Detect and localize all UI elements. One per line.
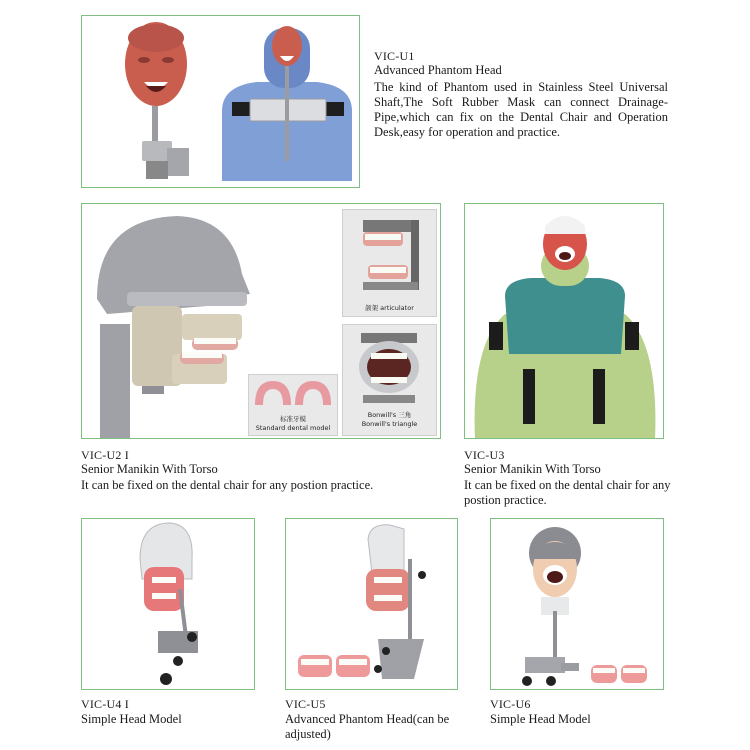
phantom-head-illustration bbox=[125, 22, 189, 179]
adjustable-phantom-illustration bbox=[298, 525, 426, 679]
product-image-vic-u2 bbox=[81, 203, 441, 439]
product-name: Senior Manikin With Torso bbox=[464, 462, 601, 476]
product-description: The kind of Phantom used in Stainless Steel Universal Shaft,The Soft Rubber Mask can connect Drainage-Pipe,which can fix on the Dental Chair and Operation Desk,easy for operation and practice. bbox=[374, 80, 668, 139]
bonwill-triangle-inset bbox=[342, 324, 437, 436]
product-code: VIC-U2 I bbox=[81, 448, 129, 462]
bonwill-caption-2: Bonwill's triangle bbox=[361, 420, 418, 428]
product-description: It can be fixed on the dental chair for any postion practice. bbox=[464, 478, 671, 507]
product-code: VIC-U4 I bbox=[81, 697, 129, 711]
simple-head-illustration bbox=[140, 523, 198, 685]
product-code: VIC-U3 bbox=[464, 448, 505, 462]
product-name: Senior Manikin With Torso bbox=[81, 462, 218, 476]
product-image-vic-u5 bbox=[285, 518, 458, 690]
product-code: VIC-U1 bbox=[374, 49, 415, 63]
standard-model-caption-en: Standard dental model bbox=[255, 424, 331, 432]
product-code: VIC-U6 bbox=[490, 697, 531, 711]
articulator-caption: 颌架 articulator bbox=[365, 304, 414, 312]
product-image-vic-u4 bbox=[81, 518, 255, 690]
standard-model-caption-cn: 标准牙模 bbox=[280, 415, 306, 423]
product-code: VIC-U5 bbox=[285, 697, 326, 711]
product-image-vic-u6 bbox=[490, 518, 664, 690]
manikin-head-illustration bbox=[97, 216, 250, 439]
chair-mounted-phantom-illustration bbox=[222, 26, 352, 181]
product-image-vic-u3 bbox=[464, 203, 664, 439]
product-name: Advanced Phantom Head bbox=[374, 63, 502, 77]
product-name: Simple Head Model bbox=[490, 712, 591, 726]
torso-manikin-illustration bbox=[475, 216, 656, 439]
simple-head-metal-mount-illustration bbox=[522, 527, 647, 686]
product-image-vic-u1 bbox=[81, 15, 360, 188]
product-description: It can be fixed on the dental chair for any postion practice. bbox=[81, 478, 374, 492]
bonwill-caption-1: Bonwill's 三角 bbox=[367, 411, 412, 419]
product-name: Advanced Phantom Head(can be adjusted) bbox=[285, 712, 450, 741]
product-name: Simple Head Model bbox=[81, 712, 182, 726]
articulator-inset bbox=[342, 209, 437, 317]
standard-model-inset bbox=[248, 374, 338, 436]
